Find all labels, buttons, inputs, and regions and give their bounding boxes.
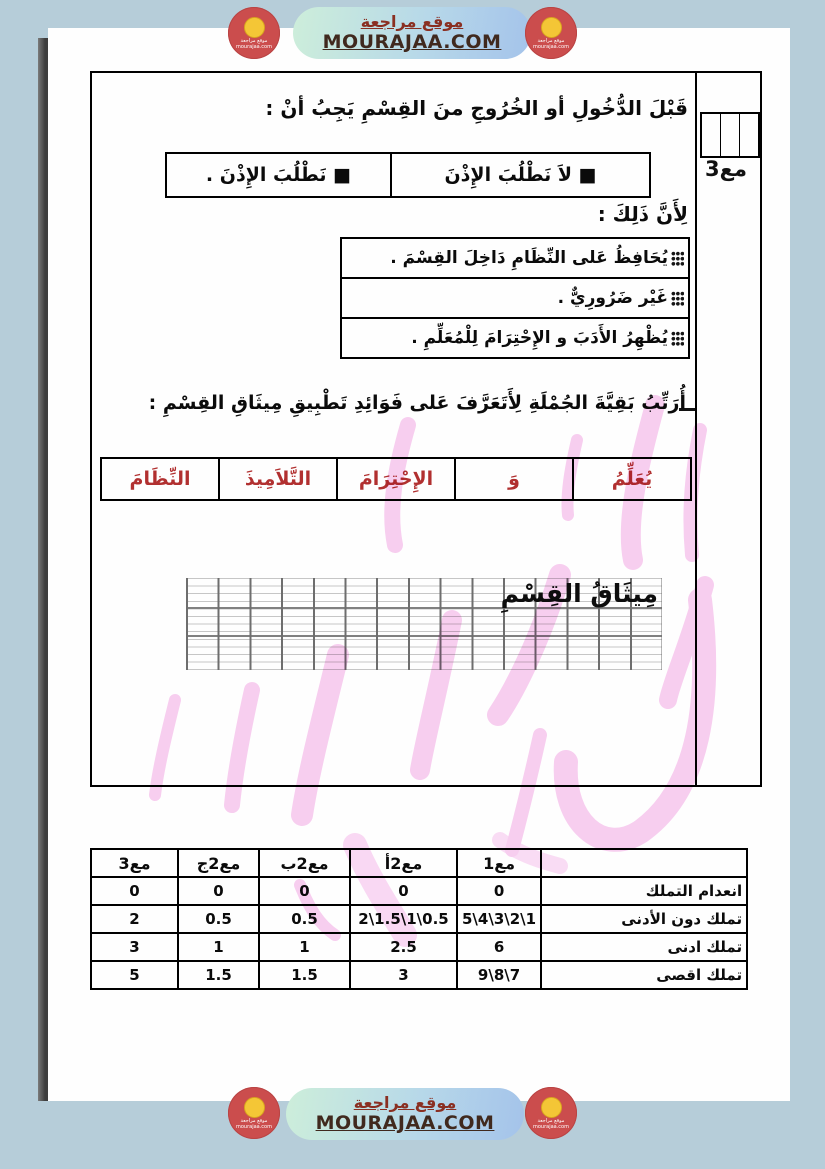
- dot-grid-bullet-icon: [671, 291, 684, 306]
- score-value: 2\1.5\1\0.5: [350, 905, 457, 933]
- reason-row: [342, 317, 688, 357]
- reason-row: [342, 277, 688, 317]
- score-cell: [739, 114, 758, 156]
- site-name-arabic: موقع مراجعة: [353, 1093, 457, 1113]
- site-logo-left: [228, 1087, 280, 1139]
- row-label: تملك ادنى: [541, 933, 747, 961]
- score-value: 6: [457, 933, 541, 961]
- table-row: [91, 877, 747, 905]
- score-value: 0: [259, 877, 350, 905]
- word-cell: النِّظَامَ: [129, 468, 191, 490]
- table-row: [91, 961, 747, 989]
- score-value: 1: [259, 933, 350, 961]
- exercise1-options-table: [165, 152, 651, 198]
- site-logo-right: [525, 7, 577, 59]
- logo-book-icon: [541, 1097, 562, 1118]
- grading-col-header: مع2أ: [350, 849, 457, 877]
- logo-caption-en: mourajaa.com: [235, 1123, 272, 1130]
- logo-caption-en: mourajaa.com: [532, 43, 569, 50]
- logo-book-icon: [541, 17, 562, 38]
- score-value: 5\4\3\2\1: [457, 905, 541, 933]
- logo-book-icon: [244, 1097, 265, 1118]
- reason-row: [342, 239, 688, 277]
- table-row: [91, 905, 747, 933]
- score-cell: [720, 114, 739, 156]
- exercise1-prompt: قَبْلَ الدُّخُولِ أو الخُرُوجِ منَ القِسْمِ يَجِبُ أنْ :: [265, 96, 688, 120]
- footer-banner: [286, 1088, 524, 1140]
- logo-caption-ar: موقع مراجعة: [537, 37, 565, 44]
- site-name-english: MOURAJAA.COM: [315, 1112, 495, 1135]
- score-boxes: [700, 112, 760, 158]
- score-value: 3: [350, 961, 457, 989]
- word-cell: يُعَلِّمُ: [572, 459, 690, 499]
- grading-header-row: [91, 849, 747, 877]
- dot-grid-bullet-icon: [671, 251, 684, 266]
- table-row: [91, 933, 747, 961]
- score-value: 0.5: [178, 905, 259, 933]
- score-cell: [702, 114, 720, 156]
- logo-caption-ar: موقع مراجعة: [537, 1117, 565, 1124]
- dot-grid-bullet-icon: [671, 331, 684, 346]
- score-value: 1.5: [178, 961, 259, 989]
- logo-book-icon: [244, 17, 265, 38]
- score-value: 2: [91, 905, 178, 933]
- exercise1-reasons-table: [340, 237, 690, 359]
- score-value: 0: [457, 877, 541, 905]
- score-value: 2.5: [350, 933, 457, 961]
- grading-table: [90, 848, 748, 990]
- logo-caption-ar: موقع مراجعة: [240, 1117, 268, 1124]
- site-logo-left: [228, 7, 280, 59]
- reason-text: يُحَافِظُ عَلى النِّظَامِ دَاخِلَ القِسْمَ .: [390, 248, 668, 268]
- score-value: 0.5: [259, 905, 350, 933]
- row-label: تملك دون الأدنى: [541, 905, 747, 933]
- grading-col-header: مع3: [91, 849, 178, 877]
- word-cell: التَّلاَمِيذَ: [218, 459, 336, 499]
- grading-col-header: مع1: [457, 849, 541, 877]
- grading-col-header: مع2ج: [178, 849, 259, 877]
- exercise2-prompt: أُرَتِّبُ بَقِيَّةَ الجُمْلَةِ لِأَتَعَرَّفَ عَلى فَوَائِدِ تَطْبِيقِ مِيثَاقِ القِسْمِ :: [148, 392, 686, 414]
- option-dont-ask-permission: ■ لاَ نَطْلُبَ الإِذْنَ: [390, 154, 649, 196]
- margin-score-label: مع3: [705, 157, 747, 181]
- word-cell: وَ: [454, 459, 572, 499]
- score-value: 0: [91, 877, 178, 905]
- logo-caption-ar: موقع مراجعة: [240, 37, 268, 44]
- reason-text: يُظْهِرُ الأَدَبَ و الإِحْتِرَامَ لِلْمُعَلِّمِ .: [411, 328, 668, 348]
- writing-grid: [186, 578, 662, 670]
- grading-col-header: مع2ب: [259, 849, 350, 877]
- site-logo-right: [525, 1087, 577, 1139]
- score-value: 0: [178, 877, 259, 905]
- option-ask-permission: ■ نَطْلُبَ الإِذْنَ .: [205, 164, 352, 186]
- reason-text: غَيْر ضَرُورِيٌّ .: [557, 288, 668, 308]
- header-banner: [293, 7, 531, 59]
- site-name-arabic: موقع مراجعة: [360, 12, 464, 32]
- score-value: 5: [91, 961, 178, 989]
- score-value: 1.5: [259, 961, 350, 989]
- exercise1-because-label: لِأَنَّ ذَلِكَ :: [597, 202, 688, 226]
- score-value: 9\8\7: [457, 961, 541, 989]
- exercise2-words-table: [100, 457, 692, 501]
- score-value: 1: [178, 933, 259, 961]
- grading-corner-cell: [541, 849, 747, 877]
- page-spine-shadow: [38, 38, 48, 1101]
- writing-grid-title: مِيثَاقُ القِسْمِ: [500, 579, 658, 608]
- score-value: 0: [350, 877, 457, 905]
- word-cell: الإِحْتِرَامَ: [336, 459, 454, 499]
- site-name-english: MOURAJAA.COM: [322, 31, 502, 54]
- row-label: تملك اقصى: [541, 961, 747, 989]
- logo-caption-en: mourajaa.com: [235, 43, 272, 50]
- score-value: 3: [91, 933, 178, 961]
- row-label: انعدام التملك: [541, 877, 747, 905]
- logo-caption-en: mourajaa.com: [532, 1123, 569, 1130]
